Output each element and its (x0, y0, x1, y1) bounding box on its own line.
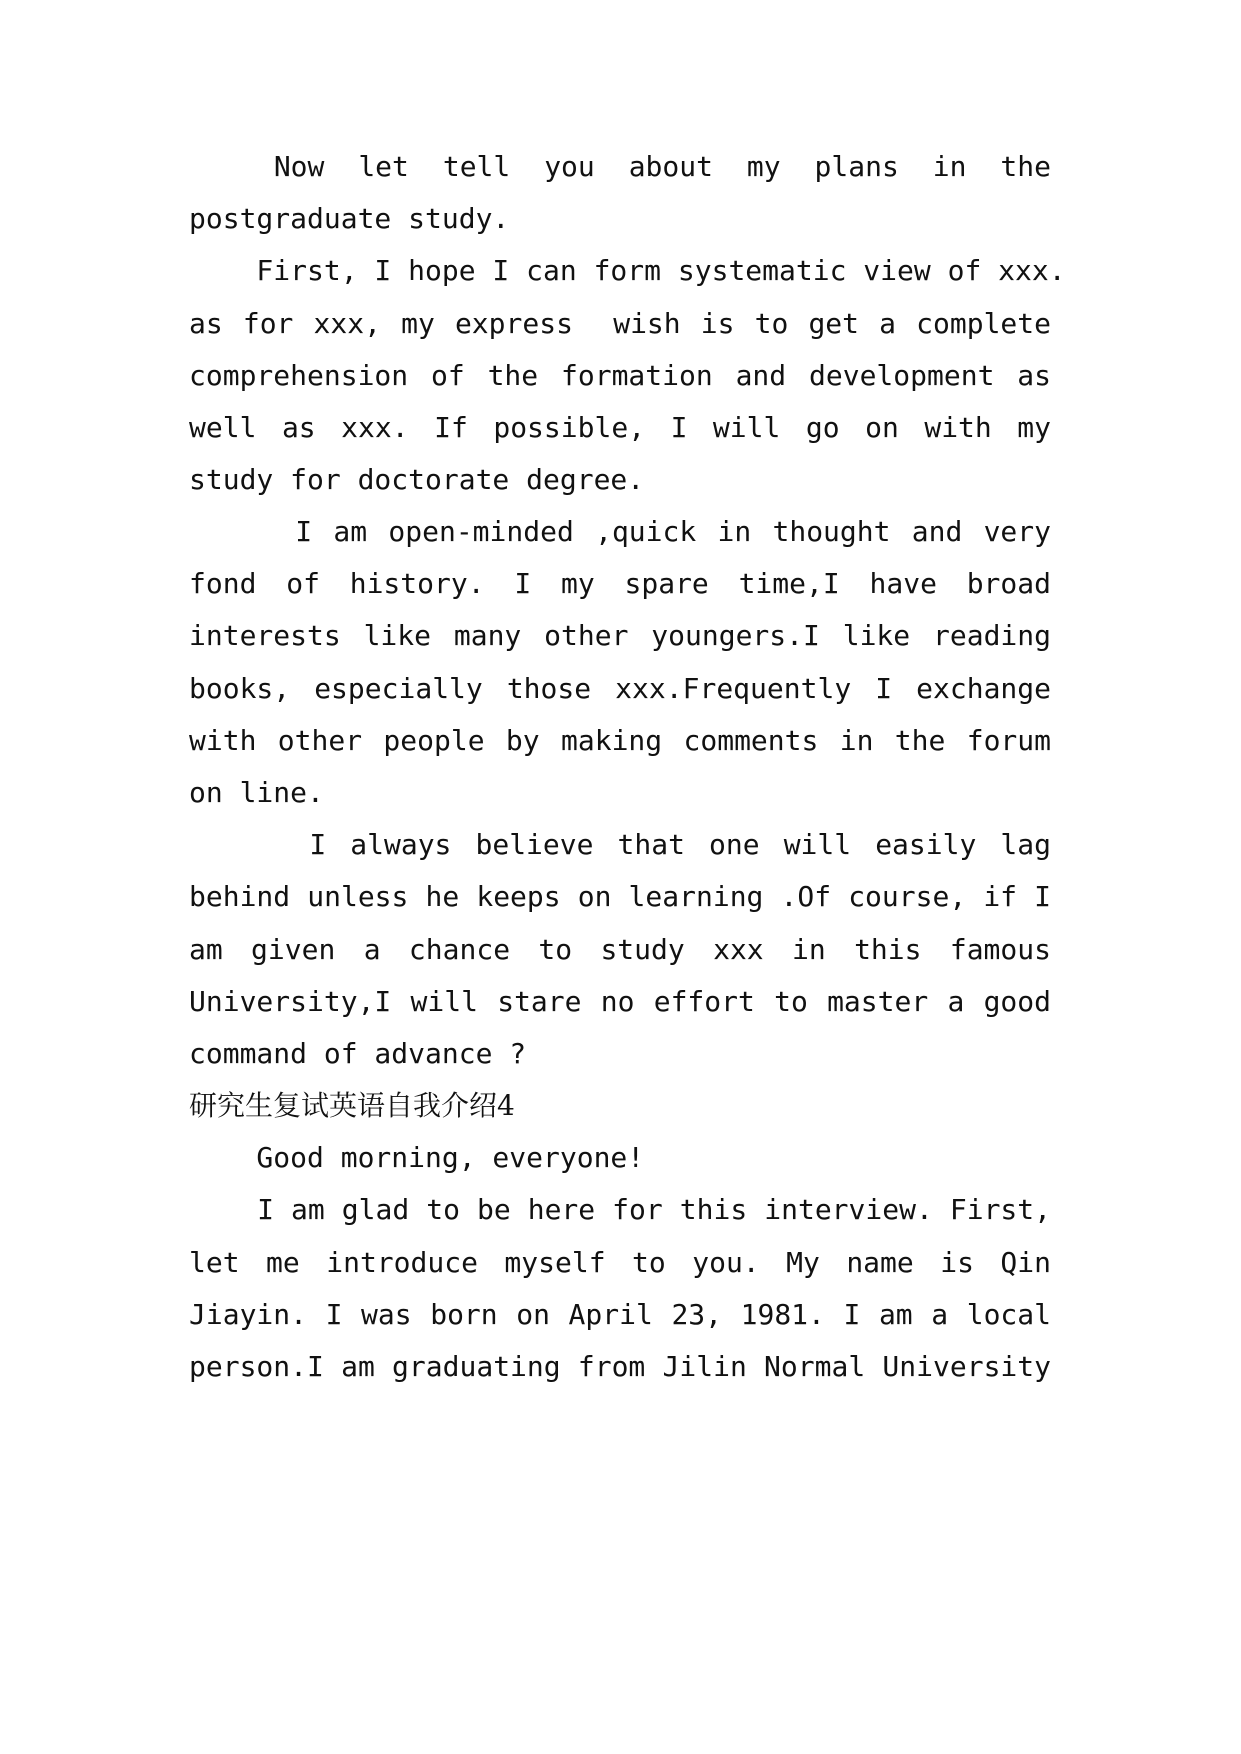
text-line: fond of history. I my spare time,I have broad (189, 567, 1051, 600)
text-line: books, especially those xxx.Frequently I exchange (189, 672, 1051, 705)
text-line: with other people by making comments in the forum (189, 724, 1051, 757)
text-line: Jiayin. I was born on April 23, 1981. I am a local (189, 1298, 1051, 1331)
text-line: I am open-minded ,quick in thought and very (189, 515, 1051, 548)
text-line: First, I hope I can form systematic view of xxx. (189, 254, 1066, 287)
text-line: command of advance ? (189, 1037, 527, 1070)
text-line: am given a chance to study xxx in this famous (189, 933, 1051, 966)
text-line: comprehension of the formation and development as (189, 359, 1051, 392)
text-line: behind unless he keeps on learning .Of course, if I (189, 880, 1051, 913)
greeting-line: Good morning, everyone! (189, 1141, 645, 1174)
text-line: interests like many other youngers.I like reading (189, 619, 1051, 652)
text-line: Now let tell you about my plans in the (189, 150, 1051, 183)
text-line: person.I am graduating from Jilin Normal University (189, 1350, 1051, 1383)
text-line: I always believe that one will easily lag (189, 828, 1051, 861)
text-line: well as xxx. If possible, I will go on with my (189, 411, 1051, 444)
text-line: I am glad to be here for this interview. First, (189, 1193, 1051, 1226)
text-line: University,I will stare no effort to master a good (189, 985, 1051, 1018)
text-line: as for xxx, my express wish is to get a complete (189, 307, 1051, 340)
section-heading: 研究生复试英语自我介绍4 (189, 1089, 515, 1122)
text-line: study for doctorate degree. (189, 463, 645, 496)
text-line: let me introduce myself to you. My name is Qin (189, 1246, 1051, 1279)
text-line: postgraduate study. (189, 202, 510, 235)
text-line: on line. (189, 776, 324, 809)
